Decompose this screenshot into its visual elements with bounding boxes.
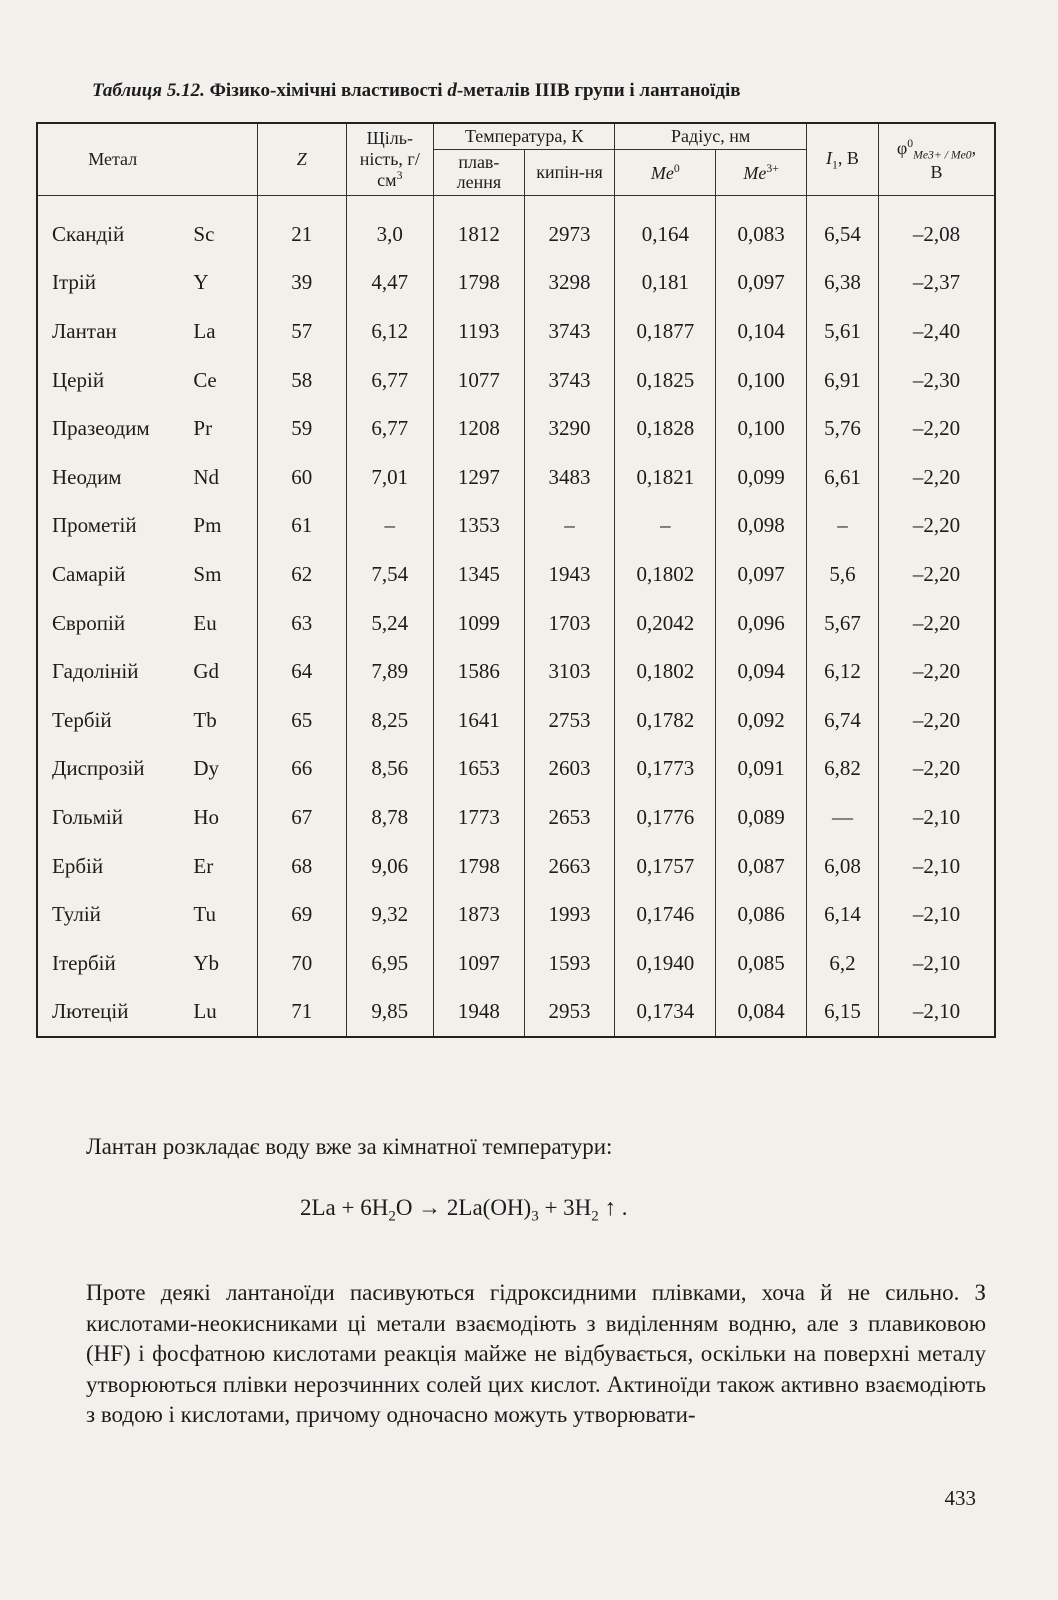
- cell-r0: 0,1940: [615, 939, 716, 988]
- cell-r3: 0,083: [716, 196, 807, 259]
- cell-density: 9,06: [346, 842, 434, 891]
- cell-i1: 5,61: [806, 307, 878, 356]
- table-body: [37, 196, 995, 1038]
- header-phi: φ: [896, 137, 908, 158]
- cell-melt: 1345: [434, 550, 525, 599]
- cell-z: 39: [257, 259, 346, 308]
- cell-r0: 0,1782: [615, 696, 716, 745]
- cell-melt: 1873: [434, 890, 525, 939]
- table-row: [37, 988, 995, 1038]
- cell-r3: 0,100: [716, 356, 807, 405]
- intro-paragraph: Лантан розкладає воду вже за кімнатної температури:: [86, 1134, 613, 1159]
- cell-symbol: Tb: [187, 696, 257, 745]
- cell-density: 9,32: [346, 890, 434, 939]
- cell-melt: 1297: [434, 453, 525, 502]
- header-ionization: [806, 123, 878, 196]
- cell-z: 68: [257, 842, 346, 891]
- cell-boil: 2603: [524, 745, 615, 794]
- table-row: [37, 890, 995, 939]
- cell-r0: 0,181: [615, 259, 716, 308]
- cell-r3: 0,096: [716, 599, 807, 648]
- cell-z: 60: [257, 453, 346, 502]
- table-row: [37, 404, 995, 453]
- cell-phi: –2,10: [879, 939, 995, 988]
- cell-i1: 5,76: [806, 404, 878, 453]
- cell-phi: –2,10: [879, 890, 995, 939]
- header-i1-unit: , В: [837, 147, 859, 168]
- header-metal: Метал: [37, 123, 187, 196]
- cell-name: Тербій: [37, 696, 187, 745]
- cell-r3: 0,098: [716, 502, 807, 551]
- table-row: [37, 842, 995, 891]
- cell-boil: –: [524, 502, 615, 551]
- cell-symbol: Lu: [187, 988, 257, 1038]
- cell-z: 58: [257, 356, 346, 405]
- cell-boil: 3290: [524, 404, 615, 453]
- table-row: [37, 453, 995, 502]
- header-z: Z: [257, 123, 346, 196]
- cell-boil: 1943: [524, 550, 615, 599]
- cell-r0: 0,1773: [615, 745, 716, 794]
- cell-melt: 1193: [434, 307, 525, 356]
- cell-melt: 1353: [434, 502, 525, 551]
- cell-phi: –2,10: [879, 988, 995, 1038]
- cell-density: 6,77: [346, 404, 434, 453]
- cell-melt: 1773: [434, 793, 525, 842]
- cell-boil: 2663: [524, 842, 615, 891]
- table-row: [37, 939, 995, 988]
- cell-phi: –2,10: [879, 793, 995, 842]
- cell-name: Лютецій: [37, 988, 187, 1038]
- table-caption-text-before: Фізико-хімічні властивості: [204, 80, 448, 101]
- header-phi-sub: Me3+ / Me0: [913, 148, 972, 162]
- eq-left: 2La + 6H: [300, 1195, 389, 1220]
- cell-melt: 1812: [434, 196, 525, 259]
- cell-density: 8,56: [346, 745, 434, 794]
- table-row: [37, 696, 995, 745]
- cell-name: Скандій: [37, 196, 187, 259]
- cell-boil: 3298: [524, 259, 615, 308]
- cell-boil: 2653: [524, 793, 615, 842]
- cell-i1: 5,67: [806, 599, 878, 648]
- cell-z: 62: [257, 550, 346, 599]
- cell-phi: –2,20: [879, 453, 995, 502]
- header-temperature: Температура, К: [434, 123, 615, 149]
- cell-density: 3,0: [346, 196, 434, 259]
- cell-melt: 1948: [434, 988, 525, 1038]
- header-me0: Me: [650, 162, 674, 183]
- cell-melt: 1586: [434, 647, 525, 696]
- properties-table: [36, 122, 996, 1038]
- cell-symbol: Eu: [187, 599, 257, 648]
- cell-r0: 0,1825: [615, 356, 716, 405]
- cell-name: Ітербій: [37, 939, 187, 988]
- cell-density: 7,89: [346, 647, 434, 696]
- header-me3-sup: 3+: [766, 161, 779, 175]
- table-row: [37, 356, 995, 405]
- cell-melt: 1077: [434, 356, 525, 405]
- eq-plus: + 3H: [538, 1195, 592, 1220]
- eq-h2-sub: 2: [591, 1208, 599, 1225]
- header-potential: $\varphi^0_{Me3+ / Me0}$, В: [879, 123, 995, 196]
- header-phi-unit: В: [930, 161, 943, 182]
- cell-name: Гадоліній: [37, 647, 187, 696]
- cell-name: Празеодим: [37, 404, 187, 453]
- cell-r3: 0,094: [716, 647, 807, 696]
- eq-end: ↑ .: [598, 1195, 628, 1220]
- cell-boil: 3103: [524, 647, 615, 696]
- cell-phi: –2,10: [879, 842, 995, 891]
- cell-name: Ербій: [37, 842, 187, 891]
- cell-density: 6,12: [346, 307, 434, 356]
- cell-r0: 0,1877: [615, 307, 716, 356]
- cell-name: Прометій: [37, 502, 187, 551]
- cell-symbol: Ho: [187, 793, 257, 842]
- reaction-equation: [300, 1195, 780, 1226]
- cell-melt: 1641: [434, 696, 525, 745]
- cell-boil: 1703: [524, 599, 615, 648]
- cell-density: 9,85: [346, 988, 434, 1038]
- cell-i1: 6,08: [806, 842, 878, 891]
- cell-boil: 2973: [524, 196, 615, 259]
- table-caption-label: Таблиця 5.12.: [92, 80, 205, 101]
- cell-i1: 6,91: [806, 356, 878, 405]
- cell-density: 7,01: [346, 453, 434, 502]
- cell-z: 63: [257, 599, 346, 648]
- cell-name: Самарій: [37, 550, 187, 599]
- cell-z: 21: [257, 196, 346, 259]
- cell-r3: 0,085: [716, 939, 807, 988]
- cell-symbol: Sc: [187, 196, 257, 259]
- cell-symbol: Ce: [187, 356, 257, 405]
- table-row: [37, 307, 995, 356]
- cell-r0: 0,1802: [615, 647, 716, 696]
- eq-mid: O → 2La(OH): [395, 1195, 532, 1220]
- cell-r3: 0,100: [716, 404, 807, 453]
- cell-z: 71: [257, 988, 346, 1038]
- header-symbol-blank: [187, 123, 257, 196]
- cell-name: Гольмій: [37, 793, 187, 842]
- cell-r3: 0,089: [716, 793, 807, 842]
- header-me0-sup: 0: [673, 161, 680, 175]
- cell-density: 7,54: [346, 550, 434, 599]
- cell-phi: –2,20: [879, 404, 995, 453]
- page-number: 433: [944, 1486, 976, 1510]
- cell-phi: –2,20: [879, 599, 995, 648]
- cell-symbol: La: [187, 307, 257, 356]
- cell-i1: —: [806, 793, 878, 842]
- cell-name: Церій: [37, 356, 187, 405]
- cell-z: 67: [257, 793, 346, 842]
- cell-symbol: Gd: [187, 647, 257, 696]
- cell-density: 5,24: [346, 599, 434, 648]
- cell-z: 61: [257, 502, 346, 551]
- cell-r3: 0,104: [716, 307, 807, 356]
- cell-name: Європій: [37, 599, 187, 648]
- table-row: [37, 259, 995, 308]
- header-me3: Me: [743, 162, 767, 183]
- cell-r0: –: [615, 502, 716, 551]
- cell-symbol: Er: [187, 842, 257, 891]
- cell-r0: 0,1802: [615, 550, 716, 599]
- cell-r0: 0,2042: [615, 599, 716, 648]
- table-caption: [92, 80, 972, 102]
- cell-phi: –2,37: [879, 259, 995, 308]
- cell-r3: 0,084: [716, 988, 807, 1038]
- cell-r0: 0,1734: [615, 988, 716, 1038]
- cell-phi: –2,08: [879, 196, 995, 259]
- cell-density: 8,78: [346, 793, 434, 842]
- cell-phi: –2,20: [879, 745, 995, 794]
- cell-symbol: Nd: [187, 453, 257, 502]
- header-density-sup: 3: [396, 169, 403, 183]
- cell-boil: 1593: [524, 939, 615, 988]
- cell-phi: –2,30: [879, 356, 995, 405]
- cell-z: 70: [257, 939, 346, 988]
- header-phi-sup: 0: [907, 136, 914, 150]
- cell-boil: 3743: [524, 307, 615, 356]
- header-i1-sub: 1: [832, 158, 838, 172]
- cell-boil: 2753: [524, 696, 615, 745]
- cell-i1: –: [806, 502, 878, 551]
- cell-r3: 0,097: [716, 550, 807, 599]
- cell-z: 65: [257, 696, 346, 745]
- cell-density: 8,25: [346, 696, 434, 745]
- cell-melt: 1798: [434, 259, 525, 308]
- cell-r3: 0,091: [716, 745, 807, 794]
- cell-z: 59: [257, 404, 346, 453]
- table-row: [37, 502, 995, 551]
- cell-r0: 0,164: [615, 196, 716, 259]
- header-i1: I: [826, 147, 833, 168]
- cell-r3: 0,099: [716, 453, 807, 502]
- cell-density: 6,77: [346, 356, 434, 405]
- header-boiling: кипін-ня: [524, 149, 615, 195]
- cell-name: Лантан: [37, 307, 187, 356]
- cell-boil: 3483: [524, 453, 615, 502]
- cell-melt: 1097: [434, 939, 525, 988]
- table-caption-d: d: [447, 80, 457, 101]
- cell-r3: 0,086: [716, 890, 807, 939]
- cell-r0: 0,1828: [615, 404, 716, 453]
- cell-symbol: Tu: [187, 890, 257, 939]
- cell-z: 69: [257, 890, 346, 939]
- cell-boil: 1993: [524, 890, 615, 939]
- cell-melt: 1653: [434, 745, 525, 794]
- cell-density: 6,95: [346, 939, 434, 988]
- table-row: [37, 793, 995, 842]
- header-radius-me3: [716, 149, 807, 195]
- cell-symbol: Pm: [187, 502, 257, 551]
- cell-i1: 6,12: [806, 647, 878, 696]
- cell-phi: –2,20: [879, 696, 995, 745]
- cell-density: –: [346, 502, 434, 551]
- cell-melt: 1798: [434, 842, 525, 891]
- cell-symbol: Pr: [187, 404, 257, 453]
- cell-name: Ітрій: [37, 259, 187, 308]
- header-density-text: Щіль-ність, г/см: [359, 128, 420, 191]
- table-row: [37, 647, 995, 696]
- cell-z: 57: [257, 307, 346, 356]
- cell-i1: 6,61: [806, 453, 878, 502]
- cell-symbol: Yb: [187, 939, 257, 988]
- eq-oh-sub: 3: [531, 1208, 539, 1225]
- cell-i1: 6,2: [806, 939, 878, 988]
- cell-name: Неодим: [37, 453, 187, 502]
- cell-melt: 1099: [434, 599, 525, 648]
- table-row: [37, 745, 995, 794]
- table-caption-text-after: -металів ІІІВ групи і лантаноїдів: [456, 80, 741, 101]
- cell-density: 4,47: [346, 259, 434, 308]
- cell-phi: –2,40: [879, 307, 995, 356]
- cell-symbol: Y: [187, 259, 257, 308]
- cell-r3: 0,087: [716, 842, 807, 891]
- cell-melt: 1208: [434, 404, 525, 453]
- cell-i1: 5,6: [806, 550, 878, 599]
- cell-i1: 6,15: [806, 988, 878, 1038]
- cell-symbol: Dy: [187, 745, 257, 794]
- cell-name: Тулій: [37, 890, 187, 939]
- cell-boil: 2953: [524, 988, 615, 1038]
- cell-phi: –2,20: [879, 647, 995, 696]
- cell-phi: –2,20: [879, 550, 995, 599]
- cell-i1: 6,74: [806, 696, 878, 745]
- header-melting: плав-лення: [434, 149, 525, 195]
- cell-r3: 0,097: [716, 259, 807, 308]
- cell-r3: 0,092: [716, 696, 807, 745]
- header-radius-me0: [615, 149, 716, 195]
- table-row: [37, 196, 995, 259]
- cell-r0: 0,1746: [615, 890, 716, 939]
- cell-r0: 0,1821: [615, 453, 716, 502]
- cell-boil: 3743: [524, 356, 615, 405]
- cell-name: Диспрозій: [37, 745, 187, 794]
- header-density: [346, 123, 434, 196]
- table-row: [37, 550, 995, 599]
- cell-i1: 6,14: [806, 890, 878, 939]
- table-row: [37, 599, 995, 648]
- cell-r0: 0,1757: [615, 842, 716, 891]
- cell-z: 66: [257, 745, 346, 794]
- eq-h2o-sub: 2: [388, 1208, 396, 1225]
- body-paragraph: Проте деякі лантаноїди пасивуються гідроксидними плівками, хоча й не сильно. З кислотами-неокисниками ці метали взаємодіють з виділенням водню, але з плавиковою (HF) і фосфатною кислотами реакція майже не відбувається, оскільки на поверхні металу утворюються плівки нерозчинних солей цих кислот. Актиноїди також активно взаємодіють з водою і кислотами, причому одночасно можуть утворювати-: [86, 1280, 986, 1427]
- cell-i1: 6,54: [806, 196, 878, 259]
- cell-i1: 6,82: [806, 745, 878, 794]
- cell-symbol: Sm: [187, 550, 257, 599]
- cell-phi: –2,20: [879, 502, 995, 551]
- cell-r0: 0,1776: [615, 793, 716, 842]
- header-radius: Радіус, нм: [615, 123, 807, 149]
- cell-z: 64: [257, 647, 346, 696]
- cell-i1: 6,38: [806, 259, 878, 308]
